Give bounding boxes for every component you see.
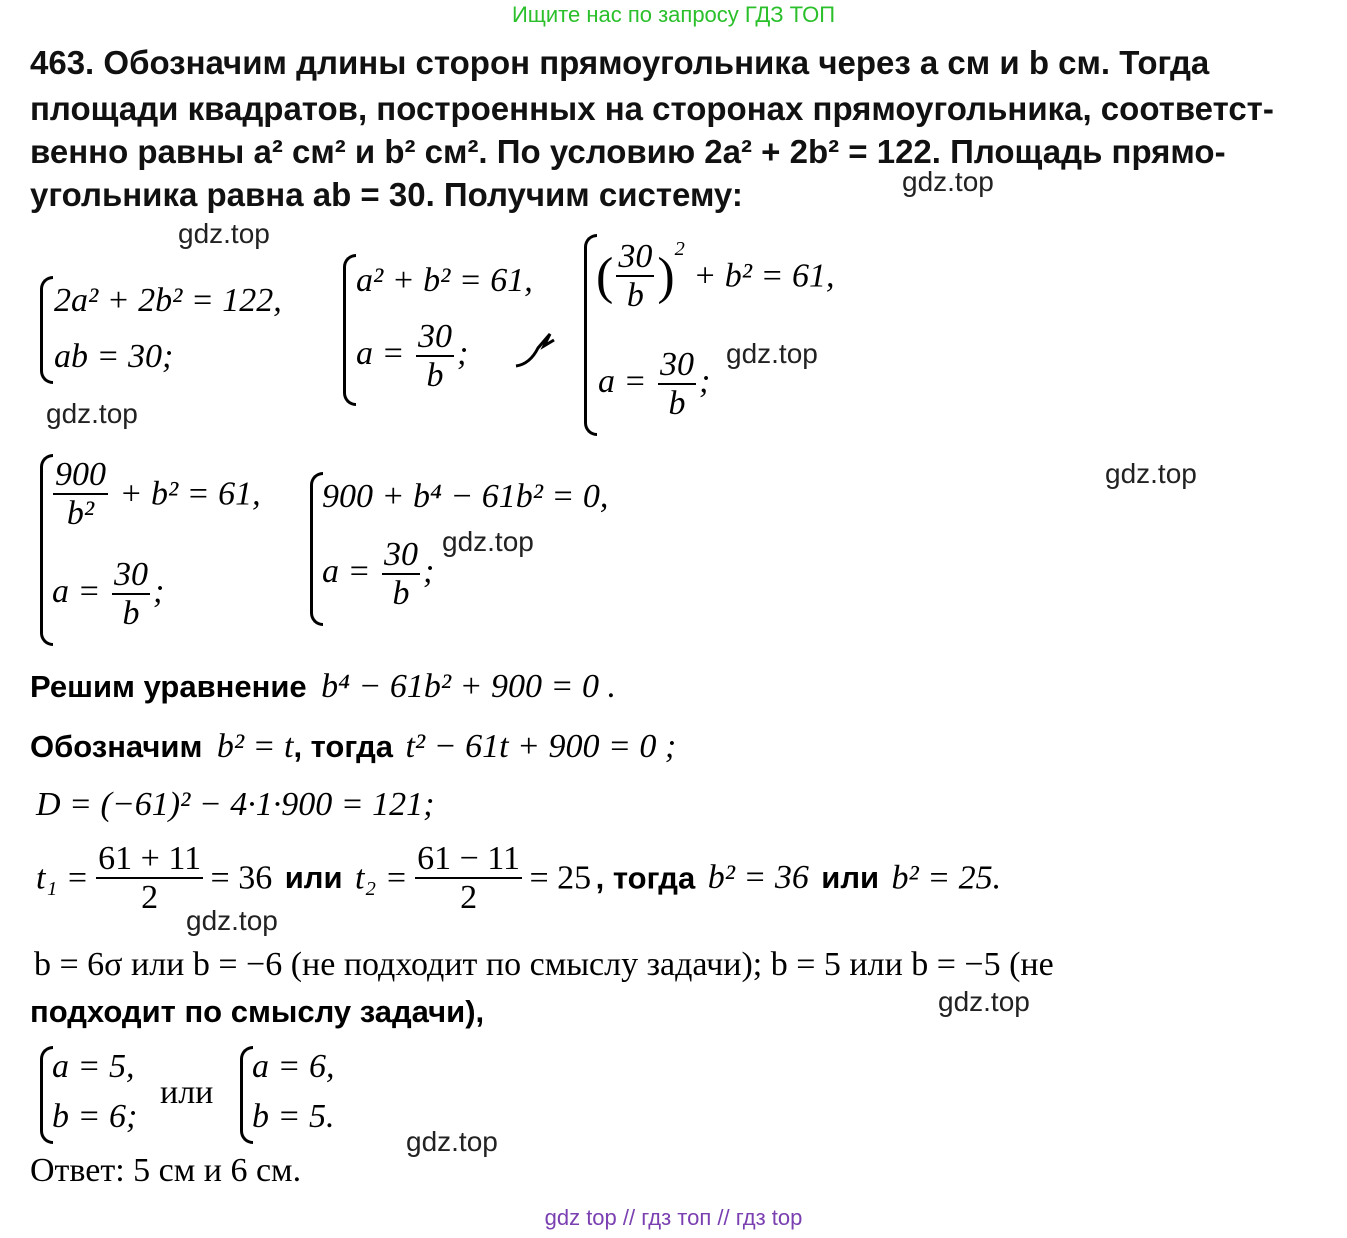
fraction (112, 556, 150, 633)
b-values-line-1: b = 6σ или b = −6 (не подходит по смыслу задачи); b = 5 или b = −5 (не (34, 946, 1054, 983)
root-t1-value: = 36 (210, 859, 273, 897)
intro-line-3: венно равны a² см² и b² см². По условию 2a² + 2b² = 122. Площадь прямо- (30, 133, 1226, 170)
system-brace (40, 276, 53, 384)
watermark: gdz.top (46, 398, 138, 429)
bottom-banner: gdz top // гдз топ // гдз top (544, 1205, 803, 1230)
fraction (658, 346, 696, 423)
fraction-denominator: b (626, 277, 644, 315)
fraction-numerator: 30 (616, 238, 654, 277)
watermark: gdz.top (406, 1126, 498, 1157)
fraction-denominator: b (392, 575, 410, 613)
solve-label: Решим уравнение (30, 669, 307, 704)
b-squared-36: b² = 36 (707, 859, 809, 897)
or-word: или (821, 860, 880, 896)
denote-then: , тогда (293, 729, 394, 764)
discriminant-line: D = (−61)² − 4·1·900 = 121; (36, 786, 435, 823)
watermark: gdz.top (938, 986, 1030, 1017)
intro-line-4: угольника равна ab = 30. Получим систему: (30, 176, 743, 213)
fraction (616, 238, 654, 315)
b-squared-25: b² = 25. (891, 859, 1002, 897)
fraction-numerator: 61 − 11 (415, 840, 522, 879)
answer-system1-eq2: b = 6; (52, 1098, 138, 1135)
denote-line (30, 728, 676, 766)
system4-eq2: a = $\frac{30}{b}$ ; (52, 556, 165, 633)
watermark: gdz.top (726, 338, 818, 369)
fraction-denominator: b (668, 385, 686, 423)
root-t1-label: t₁ = (36, 859, 89, 897)
or-word: или (284, 860, 343, 896)
watermark: gdz.top (442, 526, 534, 557)
fraction (53, 456, 108, 533)
answer-system2-eq2: b = 5. (252, 1098, 335, 1135)
system2-eq2: a = $\frac{30}{b}$ ; (356, 318, 469, 395)
system2-eq2-lhs: a = (356, 335, 413, 373)
system4-eq1 (50, 456, 261, 533)
system5-eq2-lhs: a = (322, 553, 379, 591)
fraction-numerator: 30 (658, 346, 696, 385)
top-banner: Ищите нас по запросу ГДЗ ТОП (511, 2, 836, 27)
fraction-numerator: 900 (53, 456, 108, 495)
system-brace (343, 254, 356, 406)
fraction-numerator: 61 + 11 (96, 840, 203, 879)
answer-system2-eq1: a = 6, (252, 1048, 335, 1085)
pen-mark-icon (510, 326, 560, 374)
watermark: gdz.top (902, 166, 994, 197)
watermark: gdz.top (186, 905, 278, 936)
fraction-numerator: 30 (112, 556, 150, 595)
fraction (382, 536, 420, 613)
denote-equation-2: t² − 61t + 900 = 0 ; (405, 728, 677, 765)
answer-or: или (160, 1074, 214, 1111)
solve-line (30, 668, 616, 706)
fraction-numerator: 30 (382, 536, 420, 575)
system3-eq2-lhs: a = (598, 363, 655, 401)
intro-line-1: Обозначим длины сторон прямоугольника через a см и b см. Тогда (103, 44, 1210, 81)
system3-eq2: a = $\frac{30}{b}$ ; (598, 346, 711, 423)
b-values-line-2: подходит по смыслу задачи), (30, 994, 485, 1029)
fraction-numerator: 30 (416, 318, 454, 357)
fraction (415, 840, 522, 917)
denote-label: Обозначим (30, 729, 203, 764)
roots-line (36, 840, 1001, 917)
fraction-denominator: b (122, 595, 140, 633)
fraction (96, 840, 203, 917)
problem-number: 463. (30, 44, 95, 81)
denote-equation-1: b² = t (216, 728, 294, 765)
system4-eq1-rhs: + b² = 61, (119, 475, 261, 513)
fraction (416, 318, 454, 395)
fraction-denominator: 2 (460, 879, 478, 917)
intro-line-2: площади квадратов, построенных на сторонах прямоугольника, соответст- (30, 90, 1274, 127)
answer-line: Ответ: 5 см и 6 см. (30, 1152, 302, 1189)
system5-eq1: 900 + b⁴ − 61b² = 0, (322, 478, 609, 515)
system1-eq2: ab = 30; (54, 338, 174, 375)
answer-system1-eq1: a = 5, (52, 1048, 135, 1085)
roots-then: , тогда (595, 860, 696, 896)
watermark: gdz.top (178, 218, 270, 249)
root-t2-label: t₂ = (354, 859, 408, 897)
system3-eq1-rhs: + b² = 61, (693, 257, 835, 295)
system3-eq1: ( $\frac{30}{b}$ )$^2$ + b² = 61, (596, 238, 835, 315)
system1-eq1: 2a² + 2b² = 122, (54, 282, 282, 319)
system4-eq2-lhs: a = (52, 573, 109, 611)
solve-equation: b⁴ − 61b² + 900 = 0 . (321, 668, 616, 705)
root-t2-value: = 25 (529, 859, 592, 897)
system5-eq2: a = $\frac{30}{b}$ ; (322, 536, 435, 613)
system2-eq1: a² + b² = 61, (356, 262, 533, 299)
fraction-denominator: 2 (141, 879, 159, 917)
watermark: gdz.top (1105, 458, 1197, 489)
fraction-denominator: b² (66, 495, 95, 533)
fraction-denominator: b (426, 357, 444, 395)
